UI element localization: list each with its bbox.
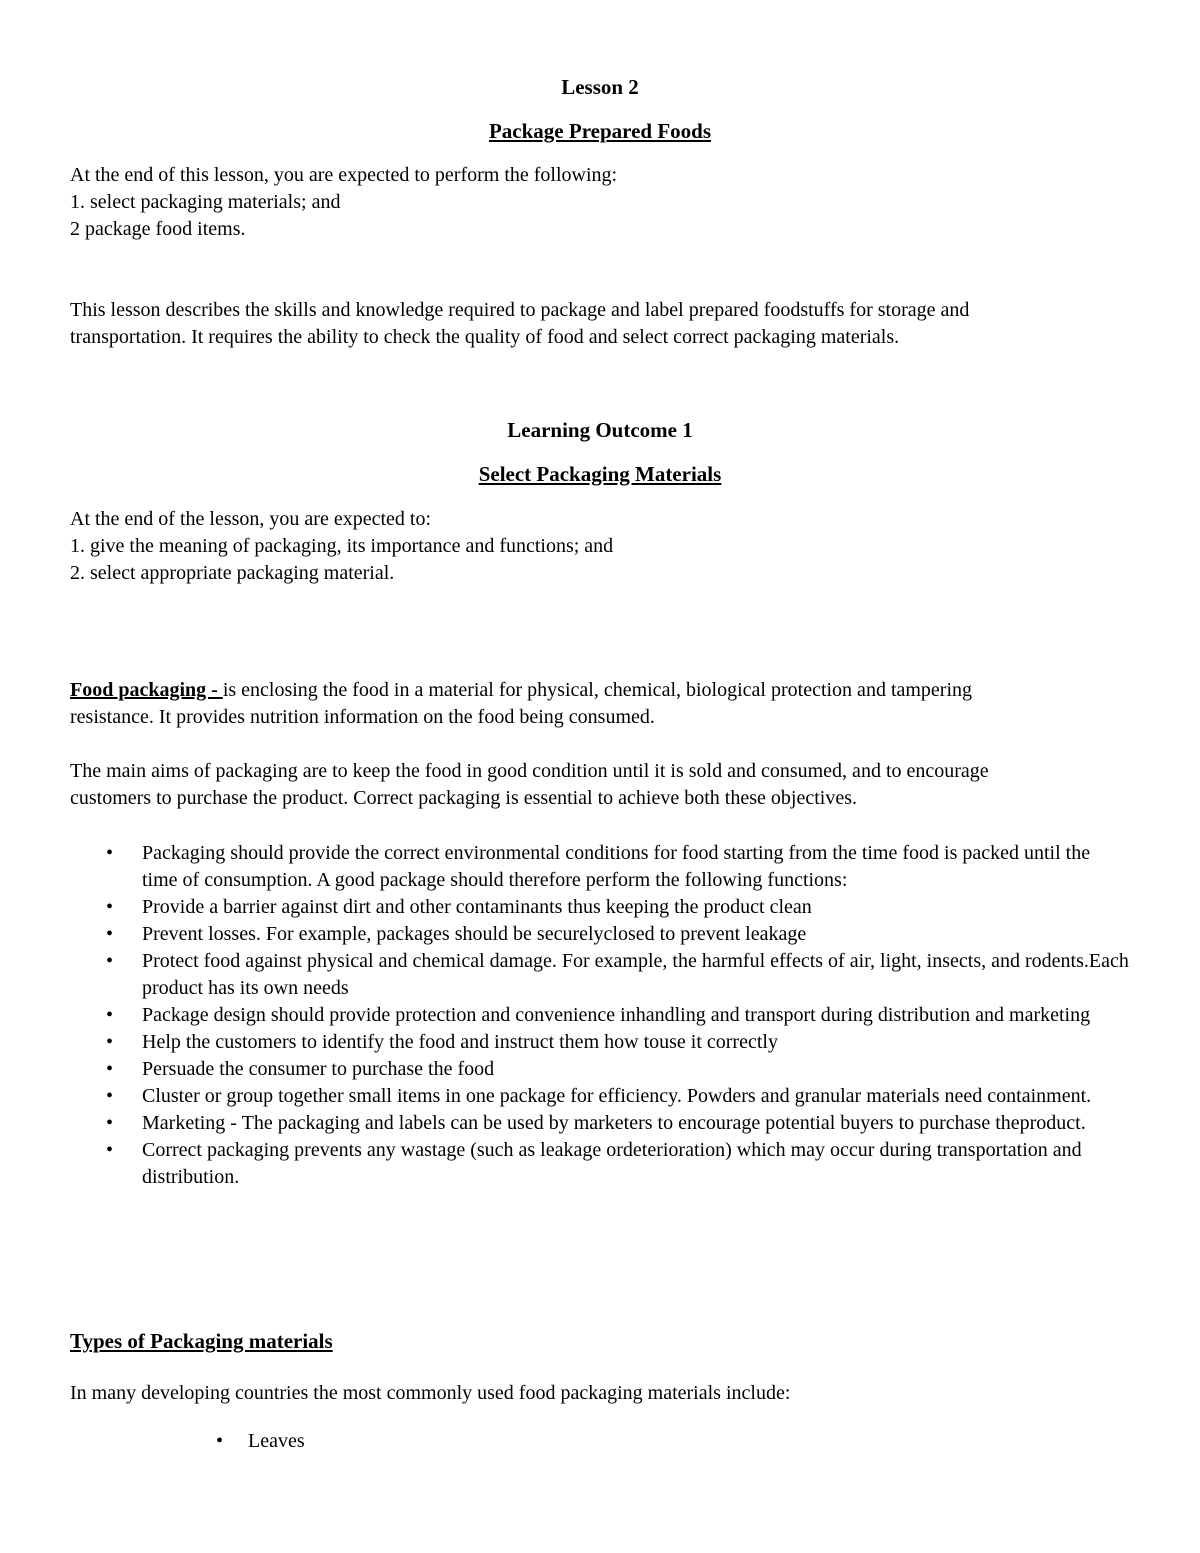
outcome-item: 1. give the meaning of packaging, its importance and functions; and: [70, 535, 614, 557]
outcome-objectives: [70, 506, 1135, 587]
types-list: [70, 1428, 305, 1455]
list-item: • Correct packaging prevents any wastage (such as leakage ordeterioration) which may occur during transportation and distribution.: [106, 1139, 1082, 1188]
objectives-intro: At the end of this lesson, you are expected to perform the following:: [70, 164, 618, 186]
lesson-description: [70, 297, 1135, 351]
outcome-number: Learning Outcome 1: [507, 418, 693, 442]
bullet-icon: •: [106, 950, 114, 972]
packaging-aims: [70, 758, 1135, 812]
definition-line: resistance. It provides nutrition information on the food being consumed.: [70, 706, 655, 728]
objective-item: 1. select packaging materials; and: [70, 191, 341, 213]
objective-item: 2 package food items.: [70, 218, 246, 240]
bullet-icon: •: [216, 1430, 224, 1452]
list-item: • Marketing - The packaging and labels can be used by marketers to encourage potential buyers to purchase theproduct.: [70, 1110, 1130, 1137]
list-item: • Prevent losses. For example, packages should be securelyclosed to prevent leakage: [70, 921, 1130, 948]
outcome-title: Select Packaging Materials: [478, 462, 722, 486]
list-item: • Protect food against physical and chemical damage. For example, the harmful effects of air, light, insects, and rodents.Each product has its own needs: [106, 950, 1129, 999]
bullet-icon: •: [106, 896, 114, 918]
description-line: transportation. It requires the ability to check the quality of food and select correct packaging materials.: [70, 326, 900, 348]
types-heading: Types of Packaging materials: [70, 1329, 333, 1353]
list-item: • Cluster or group together small items in one package for efficiency. Powders and granular materials need containment.: [70, 1083, 1130, 1110]
bullet-icon: •: [106, 1139, 114, 1161]
list-item: • Leaves: [70, 1428, 305, 1455]
bullet-icon: •: [106, 1004, 114, 1026]
bullet-icon: •: [106, 1085, 114, 1107]
packaging-functions-list: [70, 840, 1130, 1191]
lesson-title: Package Prepared Foods: [488, 119, 712, 143]
list-item: • Provide a barrier against dirt and other contaminants thus keeping the product clean: [70, 894, 1130, 921]
bullet-icon: •: [106, 1031, 114, 1053]
food-packaging-definition: [70, 677, 1135, 731]
lesson-number: Lesson 2: [561, 75, 639, 99]
list-item: • Packaging should provide the correct environmental conditions for food starting from the time food is packed until the time of consumption. A good package should therefore perform the following functions:: [106, 842, 1091, 891]
bullet-icon: •: [106, 842, 114, 864]
description-line: This lesson describes the skills and knowledge required to package and label prepared foodstuffs for storage and: [70, 299, 970, 321]
definition-term: Food packaging -: [70, 679, 223, 701]
list-item: • Package design should provide protection and convenience inhandling and transport during distribution and marketing: [70, 1002, 1130, 1029]
aims-line: The main aims of packaging are to keep the food in good condition until it is sold and consumed, and to encourage: [70, 760, 989, 782]
lesson-objectives: [70, 162, 1135, 243]
outcome-intro: At the end of the lesson, you are expected to:: [70, 508, 431, 530]
outcome-item: 2. select appropriate packaging material.: [70, 562, 395, 584]
aims-line: customers to purchase the product. Correct packaging is essential to achieve both these objectives.: [70, 787, 857, 809]
types-intro: In many developing countries the most commonly used food packaging materials include:: [70, 1382, 791, 1404]
list-item: • Help the customers to identify the food and instruct them how touse it correctly: [70, 1029, 1130, 1056]
list-item: • Persuade the consumer to purchase the food: [70, 1056, 1130, 1083]
bullet-icon: •: [106, 1058, 114, 1080]
bullet-icon: •: [106, 923, 114, 945]
definition-text: is enclosing the food in a material for physical, chemical, biological protection and tampering: [222, 679, 973, 701]
bullet-icon: •: [106, 1112, 114, 1134]
